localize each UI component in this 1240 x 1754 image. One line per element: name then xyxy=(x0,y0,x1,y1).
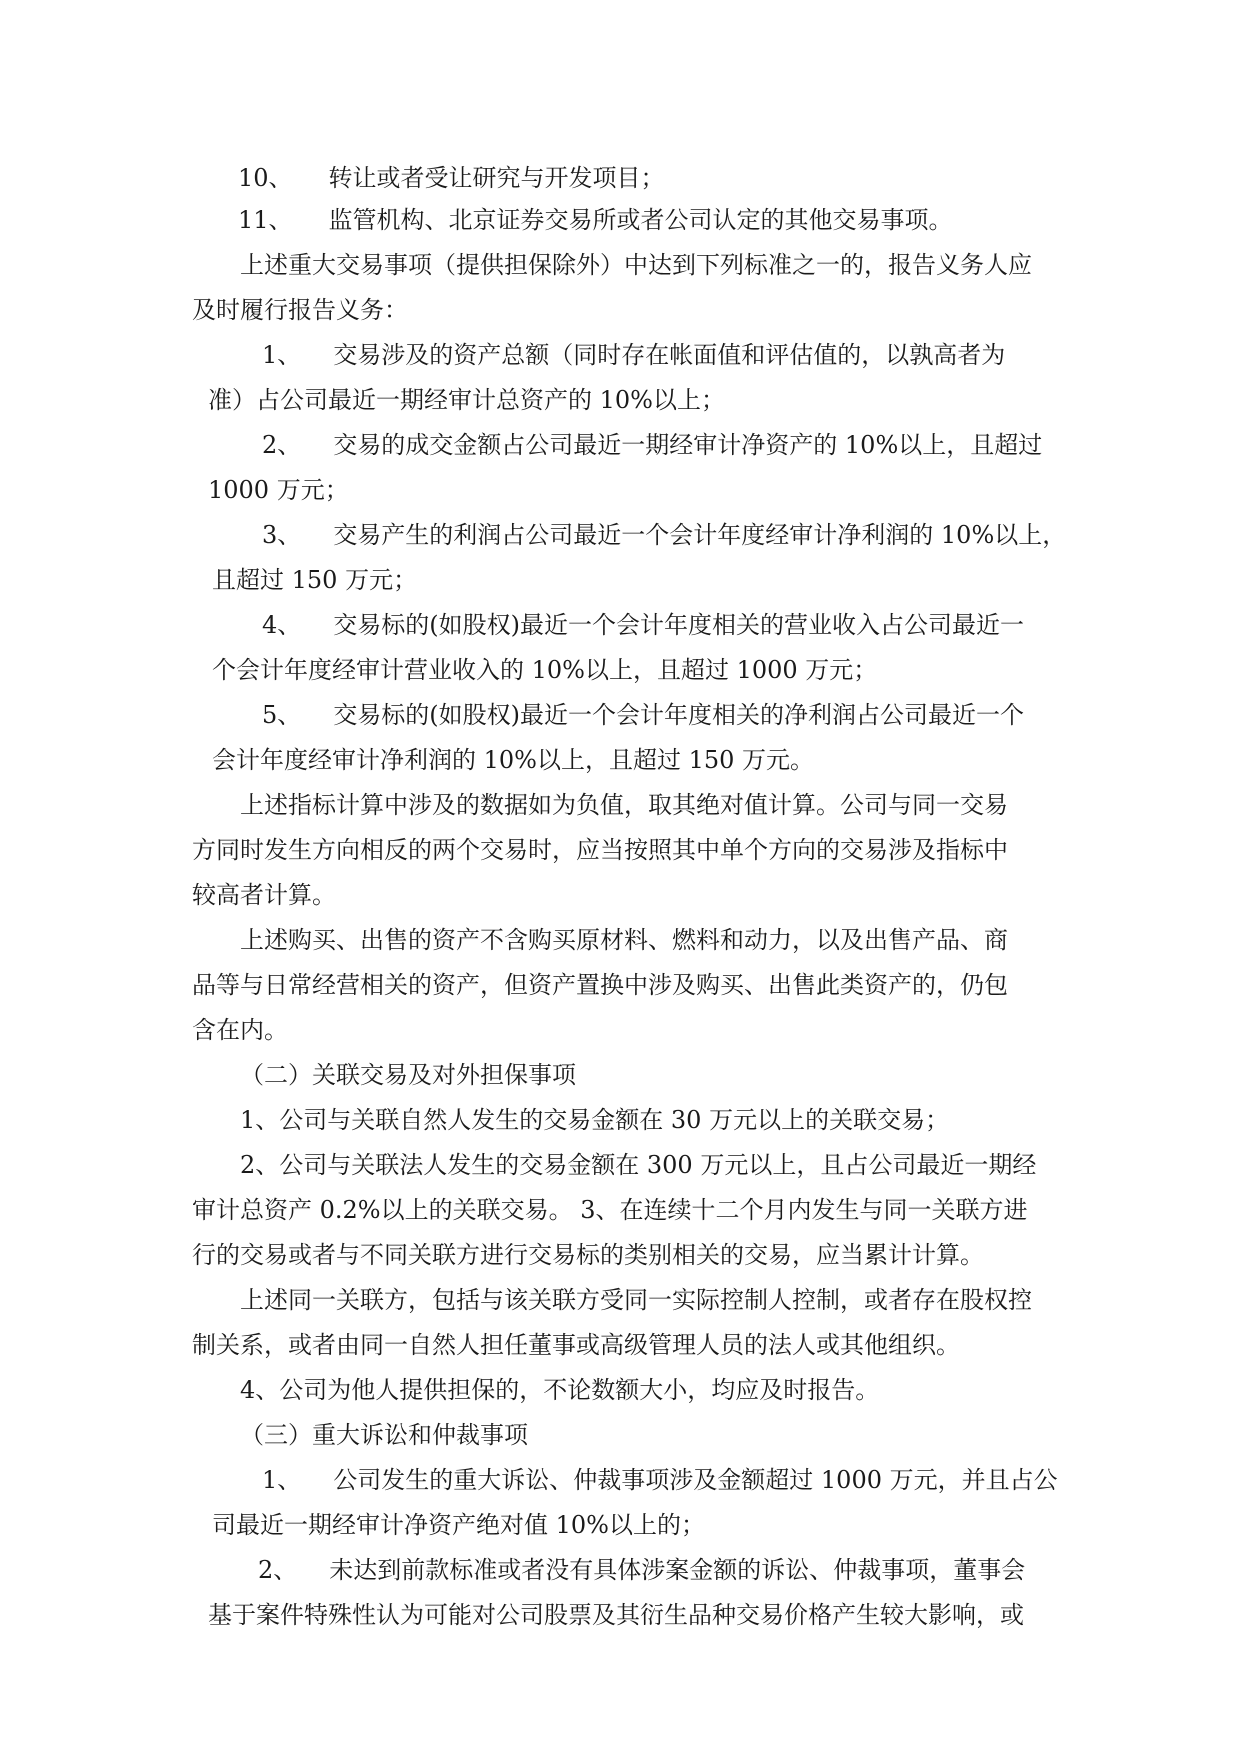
criterion-1-continuation: 准）占公司最近一期经审计总资产的 10%以上； xyxy=(208,386,725,414)
section-3-item-1-continuation: 司最近一期经审计净资产绝对值 10%以上的； xyxy=(212,1511,705,1539)
criterion-number: 5、 xyxy=(262,701,302,729)
section-2-item-4: 4、公司为他人提供担保的，不论数额大小，均应及时报告。 xyxy=(240,1376,880,1404)
section-3-heading: （三）重大诉讼和仲裁事项 xyxy=(240,1421,528,1449)
paragraph-line: 上述指标计算中涉及的数据如为负值，取其绝对值计算。公司与同一交易 xyxy=(240,791,1008,819)
criterion-2-line: 2、 交易的成交金额占公司最近一期经审计净资产的 10%以上，且超过 xyxy=(262,431,1043,459)
item-number: 1、 xyxy=(262,1466,302,1494)
paragraph-line: 方同时发生方向相反的两个交易时，应当按照其中单个方向的交易涉及指标中 xyxy=(192,836,1008,864)
paragraph-line: 较高者计算。 xyxy=(192,881,336,909)
section-2-item-3-continuation: 行的交易或者与不同关联方进行交易标的类别相关的交易，应当累计计算。 xyxy=(192,1241,984,1269)
section-3-item-1: 1、 公司发生的重大诉讼、仲裁事项涉及金额超过 1000 万元，并且占公 xyxy=(262,1466,1058,1494)
paragraph-line: 上述重大交易事项（提供担保除外）中达到下列标准之一的，报告义务人应 xyxy=(240,251,1032,279)
item-number: 2、 xyxy=(258,1556,298,1584)
section-3-item-2-continuation: 基于案件特殊性认为可能对公司股票及其衍生品种交易价格产生较大影响，或 xyxy=(208,1601,1024,1629)
criterion-number: 4、 xyxy=(262,611,302,639)
paragraph-line: 上述同一关联方，包括与该关联方受同一实际控制人控制，或者存在股权控 xyxy=(240,1286,1032,1314)
criterion-3-continuation: 且超过 150 万元； xyxy=(212,566,418,594)
item-11 xyxy=(238,204,953,236)
criterion-5-line: 5、 交易标的(如股权)最近一个会计年度相关的净利润占公司最近一个 xyxy=(262,701,1025,729)
section-3-item-2: 2、 未达到前款标准或者没有具体涉案金额的诉讼、仲裁事项，董事会 xyxy=(258,1556,1026,1584)
section-2-item-1: 1、公司与关联自然人发生的交易金额在 30 万元以上的关联交易； xyxy=(240,1106,950,1134)
section-2-item-2: 2、公司与关联法人发生的交易金额在 300 万元以上，且占公司最近一期经 xyxy=(240,1151,1037,1179)
item-10 xyxy=(238,162,665,194)
item-text: 监管机构、北京证券交易所或者公司认定的其他交易事项。 xyxy=(328,206,953,234)
criterion-number: 3、 xyxy=(262,521,302,549)
item-number: 10、 xyxy=(238,164,293,192)
criterion-4-continuation: 个会计年度经审计营业收入的 10%以上，且超过 1000 万元； xyxy=(212,656,878,684)
criterion-2-continuation: 1000 万元； xyxy=(208,476,349,504)
item-number: 11、 xyxy=(238,206,293,234)
item-text: 转让或者受让研究与开发项目； xyxy=(328,164,665,192)
criterion-3-line: 3、 交易产生的利润占公司最近一个会计年度经审计净利润的 10%以上， xyxy=(262,521,1067,549)
paragraph-line: 上述购买、出售的资产不含购买原材料、燃料和动力，以及出售产品、商 xyxy=(240,926,1008,954)
paragraph-line: 品等与日常经营相关的资产，但资产置换中涉及购买、出售此类资产的，仍包 xyxy=(192,971,1008,999)
paragraph-line: 制关系，或者由同一自然人担任董事或高级管理人员的法人或其他组织。 xyxy=(192,1331,960,1359)
paragraph-line: 及时履行报告义务： xyxy=(192,296,408,324)
criterion-number: 1、 xyxy=(262,341,302,369)
criterion-4-line: 4、 交易标的(如股权)最近一个会计年度相关的营业收入占公司最近一 xyxy=(262,611,1025,639)
section-2-heading: （二）关联交易及对外担保事项 xyxy=(240,1061,576,1089)
section-2-item-2-continuation: 审计总资产 0.2%以上的关联交易。 3、在连续十二个月内发生与同一关联方进 xyxy=(192,1196,1028,1224)
criterion-1-line: 1、 交易涉及的资产总额（同时存在帐面值和评估值的，以孰高者为 xyxy=(262,341,1006,369)
criterion-number: 2、 xyxy=(262,431,302,459)
criterion-5-continuation: 会计年度经审计净利润的 10%以上，且超过 150 万元。 xyxy=(212,746,815,774)
paragraph-line: 含在内。 xyxy=(192,1016,288,1044)
